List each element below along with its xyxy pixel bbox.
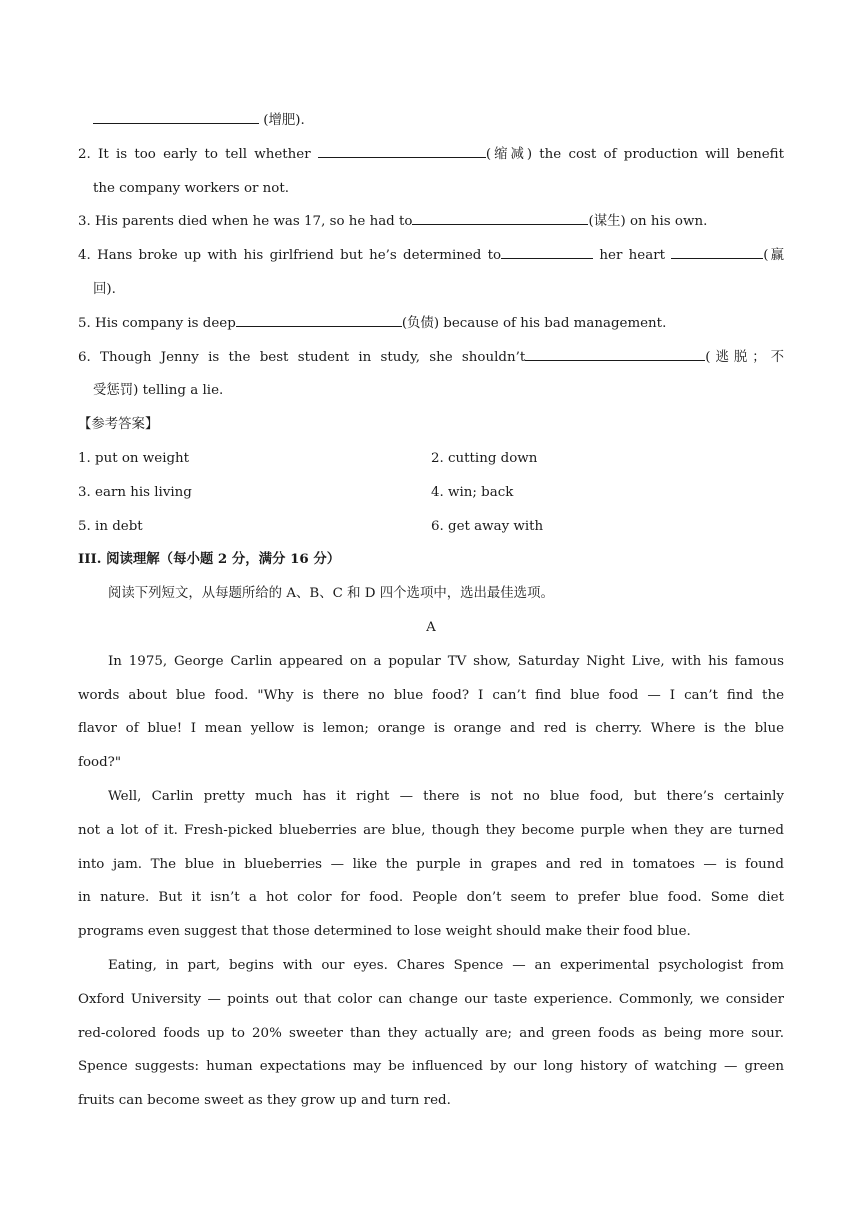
passage-line: Spence suggests: human expectations may be influenced by our long history of watching — green (78, 1059, 784, 1075)
question-text: on his own. (625, 214, 708, 230)
question-number: 3. (78, 214, 91, 230)
passage-line: not a lot of it. Fresh-picked blueberries are blue, though they become purple when they are turned (78, 822, 784, 838)
answer-item: 5. in debt (78, 518, 143, 534)
passage-line: fruits can become sweet as they grow up and turn red. (78, 1093, 451, 1109)
hint-text: (负债) (401, 315, 440, 331)
answer-blank (93, 109, 259, 124)
passage-line: into jam. The blue in blueberries — like the purple in grapes and red in tomatoes — is found (78, 856, 784, 872)
hint-text: (逃脱；不 (705, 349, 784, 365)
passage-line: In 1975, George Carlin appeared on a popular TV show, Saturday Night Live, with his famous (108, 653, 784, 669)
question-text: Though Jenny is the best student in study, she shouldn’t (100, 349, 526, 365)
answer-item: 4. win; back (431, 484, 514, 500)
document-page (78, 104, 784, 1118)
hint-text: (赢 (763, 248, 784, 264)
hint-text: (缩减) (485, 146, 533, 162)
answer-item: 2. cutting down (431, 450, 538, 466)
passage-line: Oxford University — points out that color can change our taste experience. Commonly, we consider (78, 991, 784, 1007)
answer-blank (412, 210, 588, 225)
question-6-continued: 受惩罚) telling a lie. (93, 383, 224, 399)
answer-item: 3. earn his living (78, 484, 192, 500)
answer-blank (318, 143, 486, 158)
answers-row (78, 442, 784, 476)
question-text: His company is deep (95, 315, 236, 331)
question-text: because of his bad management. (439, 315, 667, 331)
section-heading: III. 阅读理解（每小题 2 分，满分 16 分） (78, 551, 341, 568)
answer-item: 1. put on weight (78, 450, 190, 466)
question-4-continued: 回). (93, 281, 116, 297)
question-text: the cost of production will benefit (532, 146, 784, 162)
passage-line: in nature. But it isn’t a hot color for food. People don’t seem to prefer blue food. Some diet (78, 890, 784, 906)
passage-line: Eating, in part, begins with our eyes. Chares Spence — an experimental psychologist from (108, 957, 784, 973)
question-number: 6. (78, 349, 91, 365)
question-1-tail (78, 104, 784, 138)
question-number: 2. (78, 146, 91, 162)
question-text: Hans broke up with his girlfriend but he’s determined to (97, 248, 502, 264)
answer-blank (501, 244, 593, 259)
passage-line: red-colored foods up to 20% sweeter than they actually are; and green foods as being more sour. (78, 1025, 784, 1041)
hint-text: (谋生) (588, 214, 626, 230)
answer-blank (671, 244, 763, 259)
hint-text: (增肥). (263, 113, 305, 128)
question-number: 4. (78, 248, 91, 264)
question-text: It is too early to tell whether (98, 146, 318, 162)
passage-line: words about blue food. "Why is there no blue food? I can’t find blue food — I can’t find the (78, 687, 784, 703)
answers-row (78, 476, 784, 510)
question-number: 5. (78, 315, 91, 331)
question-text: His parents died when he was 17, so he had to (95, 214, 413, 230)
question-4 (78, 239, 784, 273)
section-instruction: 阅读下列短文，从每题所给的 A、B、C 和 D 四个选项中，选出最佳选项。 (108, 586, 554, 602)
answer-blank (236, 312, 402, 327)
answers-title: 【参考答案】 (78, 417, 159, 433)
passage-line: programs even suggest that those determined to lose weight should make their food blue. (78, 924, 691, 940)
question-6 (78, 341, 784, 375)
passage-line: food?" (78, 755, 121, 771)
passage-label: A (426, 619, 436, 635)
question-3 (78, 205, 784, 239)
question-5 (78, 307, 784, 341)
question-2 (78, 138, 784, 172)
answers-row (78, 510, 784, 544)
passage-line: flavor of blue! I mean yellow is lemon; orange is orange and red is cherry. Where is the blue (78, 721, 784, 737)
question-2-continued: the company workers or not. (93, 180, 289, 196)
passage-line: Well, Carlin pretty much has it right — there is not no blue food, but there’s certainly (108, 788, 784, 804)
question-text: her heart (593, 248, 672, 264)
answer-blank (525, 346, 705, 361)
answer-item: 6. get away with (431, 518, 544, 534)
